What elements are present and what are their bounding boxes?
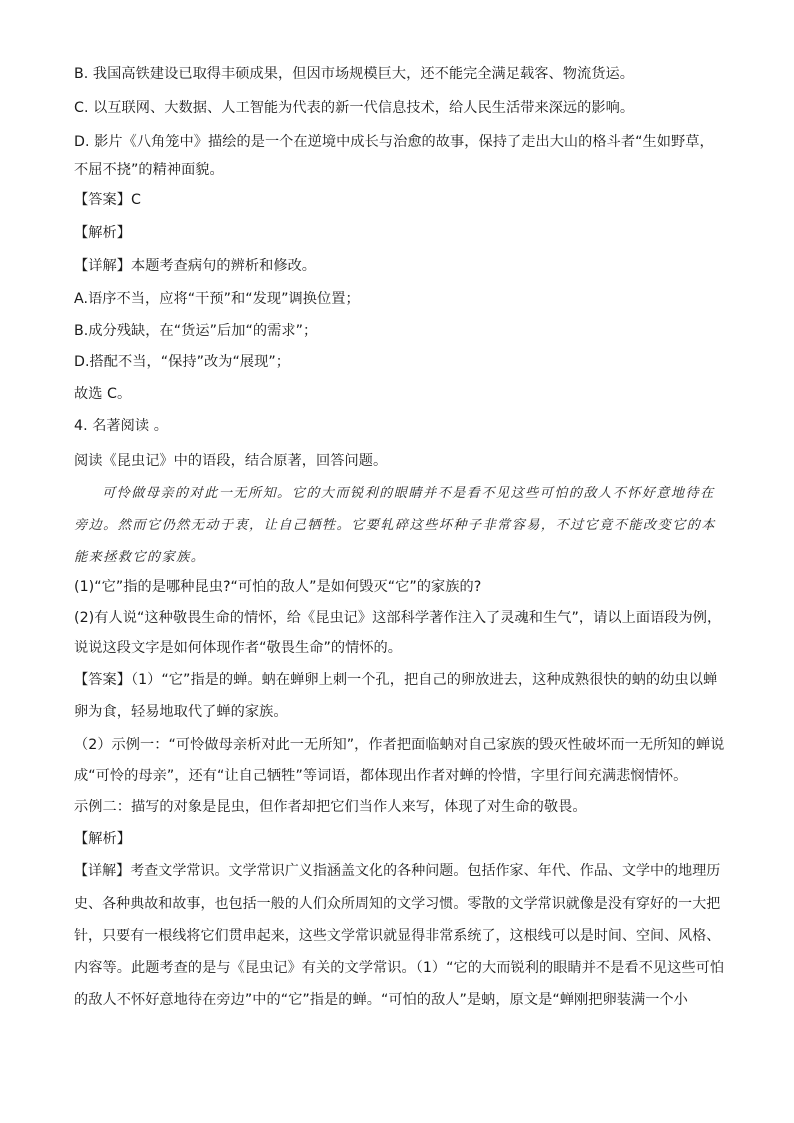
option-b-line: B. 我国高铁建设已取得丰硕成果，但因市场规模巨大，还不能完全满足载客、物流货运。 (74, 66, 634, 82)
question-4-title: 4. 名著阅读 。 (74, 418, 168, 434)
option-d-line-cont: 不屈不挠”的精神面貌。 (74, 162, 224, 178)
conclusion-line: 故选 C。 (74, 386, 132, 402)
detail-a-line: A.语序不当，应将“干预”和“发现”调换位置； (74, 291, 360, 307)
reading-instruction: 阅读《昆虫记》中的语段，结合原著，回答问题。 (74, 453, 388, 469)
option-d-line: D. 影片《八角笼中》描绘的是一个在逆境中成长与治愈的故事，保持了走出大山的格斗者“生如野草， (74, 134, 714, 150)
option-c-line: C. 以互联网、大数据、人工智能为代表的新一代信息技术，给人民生活带来深远的影响。 (74, 100, 635, 116)
sub-question-2-cont: 说说这段文字是如何体现作者“敬畏生命”的情怀的。 (74, 640, 403, 656)
detail-2-line-4: 内容等。此题考查的是与《昆虫记》有关的文学常识。（1）“它的大而锐利的眼睛并不是看不见这些可怕 (74, 960, 725, 976)
detail-line-1: 【详解】本题考查病句的辨析和修改。 (74, 258, 317, 274)
detail-b-line: B.成分残缺，在“货运”后加“的需求”； (74, 323, 318, 339)
example-1-line: （2）示例一：“可怜做母亲析对此一无所知”，作者把面临蚋对自己家族的毁灭性破坏而一无所知的蝉说 (74, 737, 725, 753)
detail-d-line: D.搭配不当，“保持”改为“展现”； (74, 354, 290, 370)
answer-line-1: 【答案】C (74, 192, 141, 208)
detail-2-line-5: 的敌人不怀好意地待在旁边”中的“它”指是的蝉。“可怕的敌人”是蚋，原文是“蝉刚把卵装满一个小 (74, 992, 688, 1008)
answer-line-2: 【答案】（1）“它”指是的蝉。蚋在蝉卵上刺一个孔，把自己的卵放进去，这种成熟很快的蚋的幼虫以蝉 (74, 672, 718, 688)
analysis-heading-2: 【解析】 (74, 831, 131, 847)
detail-2-line-1: 【详解】考查文学常识。文学常识广义指涵盖文化的各种问题。包括作家、年代、作品、文学中的地理历 (74, 863, 721, 879)
sub-question-1: (1)“它”指的是哪种昆虫?“可怕的敌人”是如何毁灭“它”的家族的? (74, 579, 482, 595)
detail-2-line-3: 针，只要有一根线将它们贯串起来，这些文学常识就显得非常系统了，这根线可以是时间、空间、风格、 (74, 928, 721, 944)
excerpt-passage (74, 478, 728, 574)
example-1-line-cont: 成“可怜的母亲”，还有“让自己牺牲”等词语，都体现出作者对蝉的怜惜，字里行间充满悲悯情怀。 (74, 768, 688, 784)
answer-line-2-cont: 卵为食，轻易地取代了蝉的家族。 (74, 704, 288, 720)
excerpt-text: 可怜做母亲的对此一无所知。它的大而锐利的眼睛并不是看不见这些可怕的敌人不怀好意地待在旁边。然而它仍然无动于衷，让自己牺牲。它要轧碎这些坏种子非常容易，不过它竟不能改变它的本能来拯救它的家族。 (74, 486, 716, 565)
detail-2-line-2: 史、各种典故和故事，也包括一般的人们众所周知的文学习惯。零散的文学常识就像是没有穿好的一大把 (74, 896, 721, 912)
analysis-heading-1: 【解析】 (74, 225, 131, 241)
example-2-line: 示例二：描写的对象是昆虫，但作者却把它们当作人来写，体现了对生命的敬畏。 (74, 799, 587, 815)
sub-question-2: (2)有人说“这种敬畏生命的情怀，给《昆虫记》这部科学著作注入了灵魂和生气”，请以上面语段为例， (74, 610, 722, 626)
